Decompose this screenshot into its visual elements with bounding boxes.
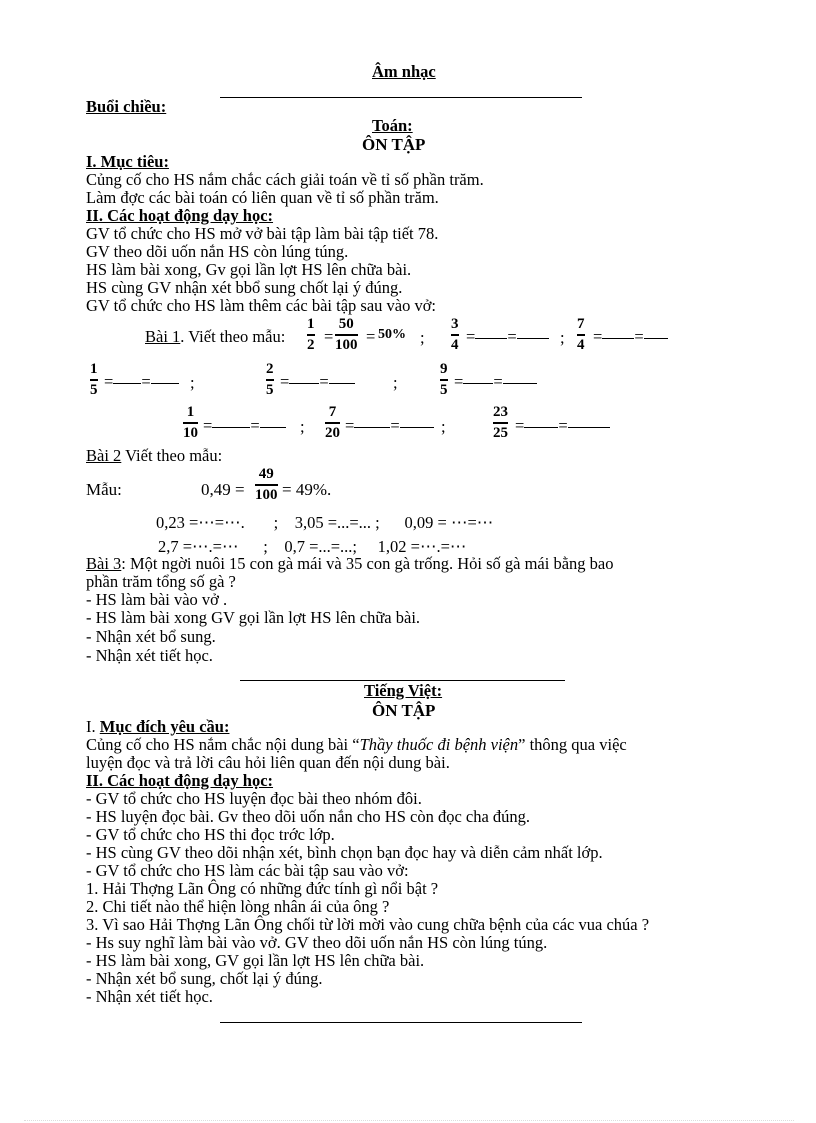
blank-pair: = = [280, 374, 355, 391]
viet-question: 3. Vì sao Hải Thợng Lãn Ông chối từ lời mời vào cung chữa bệnh của các vua chúa ? [86, 915, 650, 934]
viet-sec2-heading: II. Các hoạt động dạy học: [86, 771, 274, 790]
ex2-label: Bài 2 [86, 446, 122, 465]
fraction: 7 20 [325, 404, 340, 441]
fraction: 1 10 [183, 404, 198, 441]
viet-step: - HS cùng GV theo dõi nhận xét, bình chọn bạn đọc hay và diễn cảm nhất lớp. [86, 843, 603, 862]
separator: ; [560, 328, 565, 347]
fraction: 1 2 [307, 316, 315, 353]
separator: ; [300, 417, 305, 436]
viet-title: ÔN TẬP [372, 701, 436, 720]
page-bottom-border [24, 1120, 794, 1121]
ex3-text: : Một ngời nuôi 15 con gà mái và 35 con gà trống. Hỏi số gà mái bằng bao [121, 554, 614, 573]
lesson-title: Thầy thuốc đi bệnh viện [359, 735, 519, 754]
ex3-step: - HS làm bài xong GV gọi lần lợt HS lên chữa bài. [86, 608, 421, 627]
math-subject: Toán: [372, 116, 413, 135]
viet-sec1-line: luyện đọc và trả lời câu hỏi liên quan đến nội dung bài. [86, 753, 450, 772]
divider [220, 97, 582, 98]
viet-step: - HS luyện đọc bài. Gv theo dõi uốn nắn cho HS còn đọc cha đúng. [86, 807, 531, 826]
separator: ; [190, 373, 195, 392]
equals-sign: = [366, 327, 376, 346]
viet-question: 2. Chi tiết nào thể hiện lòng nhân ái của ông ? [86, 897, 390, 916]
fraction: 50 100 [335, 316, 358, 353]
fraction: 1 5 [90, 361, 98, 398]
math-sec1-line: Làm đợc các bài toán có liên quan về tỉ số phần trăm. [86, 188, 439, 207]
math-sec2-line: GV theo dõi uốn nắn HS còn lúng túng. [86, 242, 349, 261]
sample-label: Mẫu: [86, 480, 122, 499]
blank-pair: = = [515, 418, 610, 435]
ex2-row: 0,23 =⋯=⋯. ; 3,05 =...=... ; 0,09 = ⋯=⋯ [156, 513, 494, 532]
ex3-step: - HS làm bài vào vở . [86, 590, 228, 609]
ex3-step: - Nhận xét bổ sung. [86, 627, 216, 646]
sec1-heading-text: I. Mục tiêu: [86, 152, 169, 171]
fraction: 7 4 [577, 316, 585, 353]
ex2-text: Viết theo mẫu: [121, 446, 223, 465]
viet-step: - GV tổ chức cho HS luyện đọc bài theo nhóm đôi. [86, 789, 422, 808]
fraction: 3 4 [451, 316, 459, 353]
viet-question: 1. Hải Thợng Lãn Ông có những đức tính gì nổi bật ? [86, 879, 439, 898]
math-sec2-heading: II. Các hoạt động dạy học: [86, 206, 274, 225]
fraction: 9 5 [440, 361, 448, 398]
fraction: 49 100 [255, 466, 278, 503]
music-heading: Âm nhạc [372, 62, 436, 81]
ex3-line: phần trăm tổng số gà ? [86, 572, 236, 591]
math-sec2-line: HS cùng GV nhận xét bbổ sung chốt lại ý đúng. [86, 278, 403, 297]
viet-sec1-heading: I. Mục đích yêu cầu: [86, 717, 230, 736]
ex2-row: 2,7 =⋯.=⋯ ; 0,7 =...=...; 1,02 =⋯.=⋯ [158, 537, 467, 556]
blank-pair: = = [466, 329, 549, 346]
viet-step: - Hs suy nghĩ làm bài vào vở. GV theo dõi uốn nắn HS còn lúng túng. [86, 933, 548, 952]
math-title: ÔN TẬP [362, 135, 426, 154]
equals-sign: = [324, 327, 334, 346]
fraction: 23 25 [493, 404, 508, 441]
sample-right: = 49%. [282, 480, 332, 499]
blank-pair: = = [345, 418, 434, 435]
viet-step: - GV tổ chức cho HS thi đọc trớc lớp. [86, 825, 335, 844]
session-label: Buổi chiều: [86, 97, 167, 116]
ex2-heading [86, 448, 222, 465]
separator: ; [393, 373, 398, 392]
ex1-heading [145, 329, 285, 346]
ex3-label: Bài 3 [86, 554, 122, 573]
ex1-label: Bài 1 [145, 327, 181, 346]
divider [220, 1022, 582, 1023]
viet-sec1-line: Củng cố cho HS nắm chắc nội dung bài “Thầy thuốc đi bệnh viện” thông qua việc [86, 735, 627, 754]
math-sec2-line: GV tổ chức cho HS mở vở bài tập làm bài tập tiết 78. [86, 224, 439, 243]
math-sec2-line: GV tổ chức cho HS làm thêm các bài tập sau vào vở: [86, 296, 437, 315]
viet-step: - HS làm bài xong, GV gọi lần lợt HS lên chữa bài. [86, 951, 425, 970]
blank-pair: = = [593, 329, 668, 346]
blank-pair: = = [454, 374, 537, 391]
math-sec2-line: HS làm bài xong, Gv gọi lần lợt HS lên chữa bài. [86, 260, 412, 279]
separator: ; [420, 328, 425, 347]
separator: ; [441, 417, 446, 436]
blank-pair: = = [104, 374, 179, 391]
viet-subject: Tiếng Việt: [364, 681, 443, 700]
viet-step: - GV tổ chức cho HS làm các bài tập sau vào vở: [86, 861, 409, 880]
ex3-step: - Nhận xét tiết học. [86, 646, 213, 665]
blank-pair: = = [203, 418, 286, 435]
viet-step: - Nhận xét tiết học. [86, 987, 213, 1006]
math-sec1-heading [86, 154, 169, 171]
sample-left: 0,49 = [201, 480, 245, 499]
viet-step: - Nhận xét bổ sung, chốt lại ý đúng. [86, 969, 323, 988]
sample-percent: 50% [378, 327, 406, 342]
ex3-line [86, 556, 613, 573]
ex1-text: . Viết theo mẫu: [180, 327, 286, 346]
fraction: 2 5 [266, 361, 274, 398]
math-sec1-line: Củng cố cho HS nắm chắc cách giải toán về tỉ số phần trăm. [86, 170, 484, 189]
